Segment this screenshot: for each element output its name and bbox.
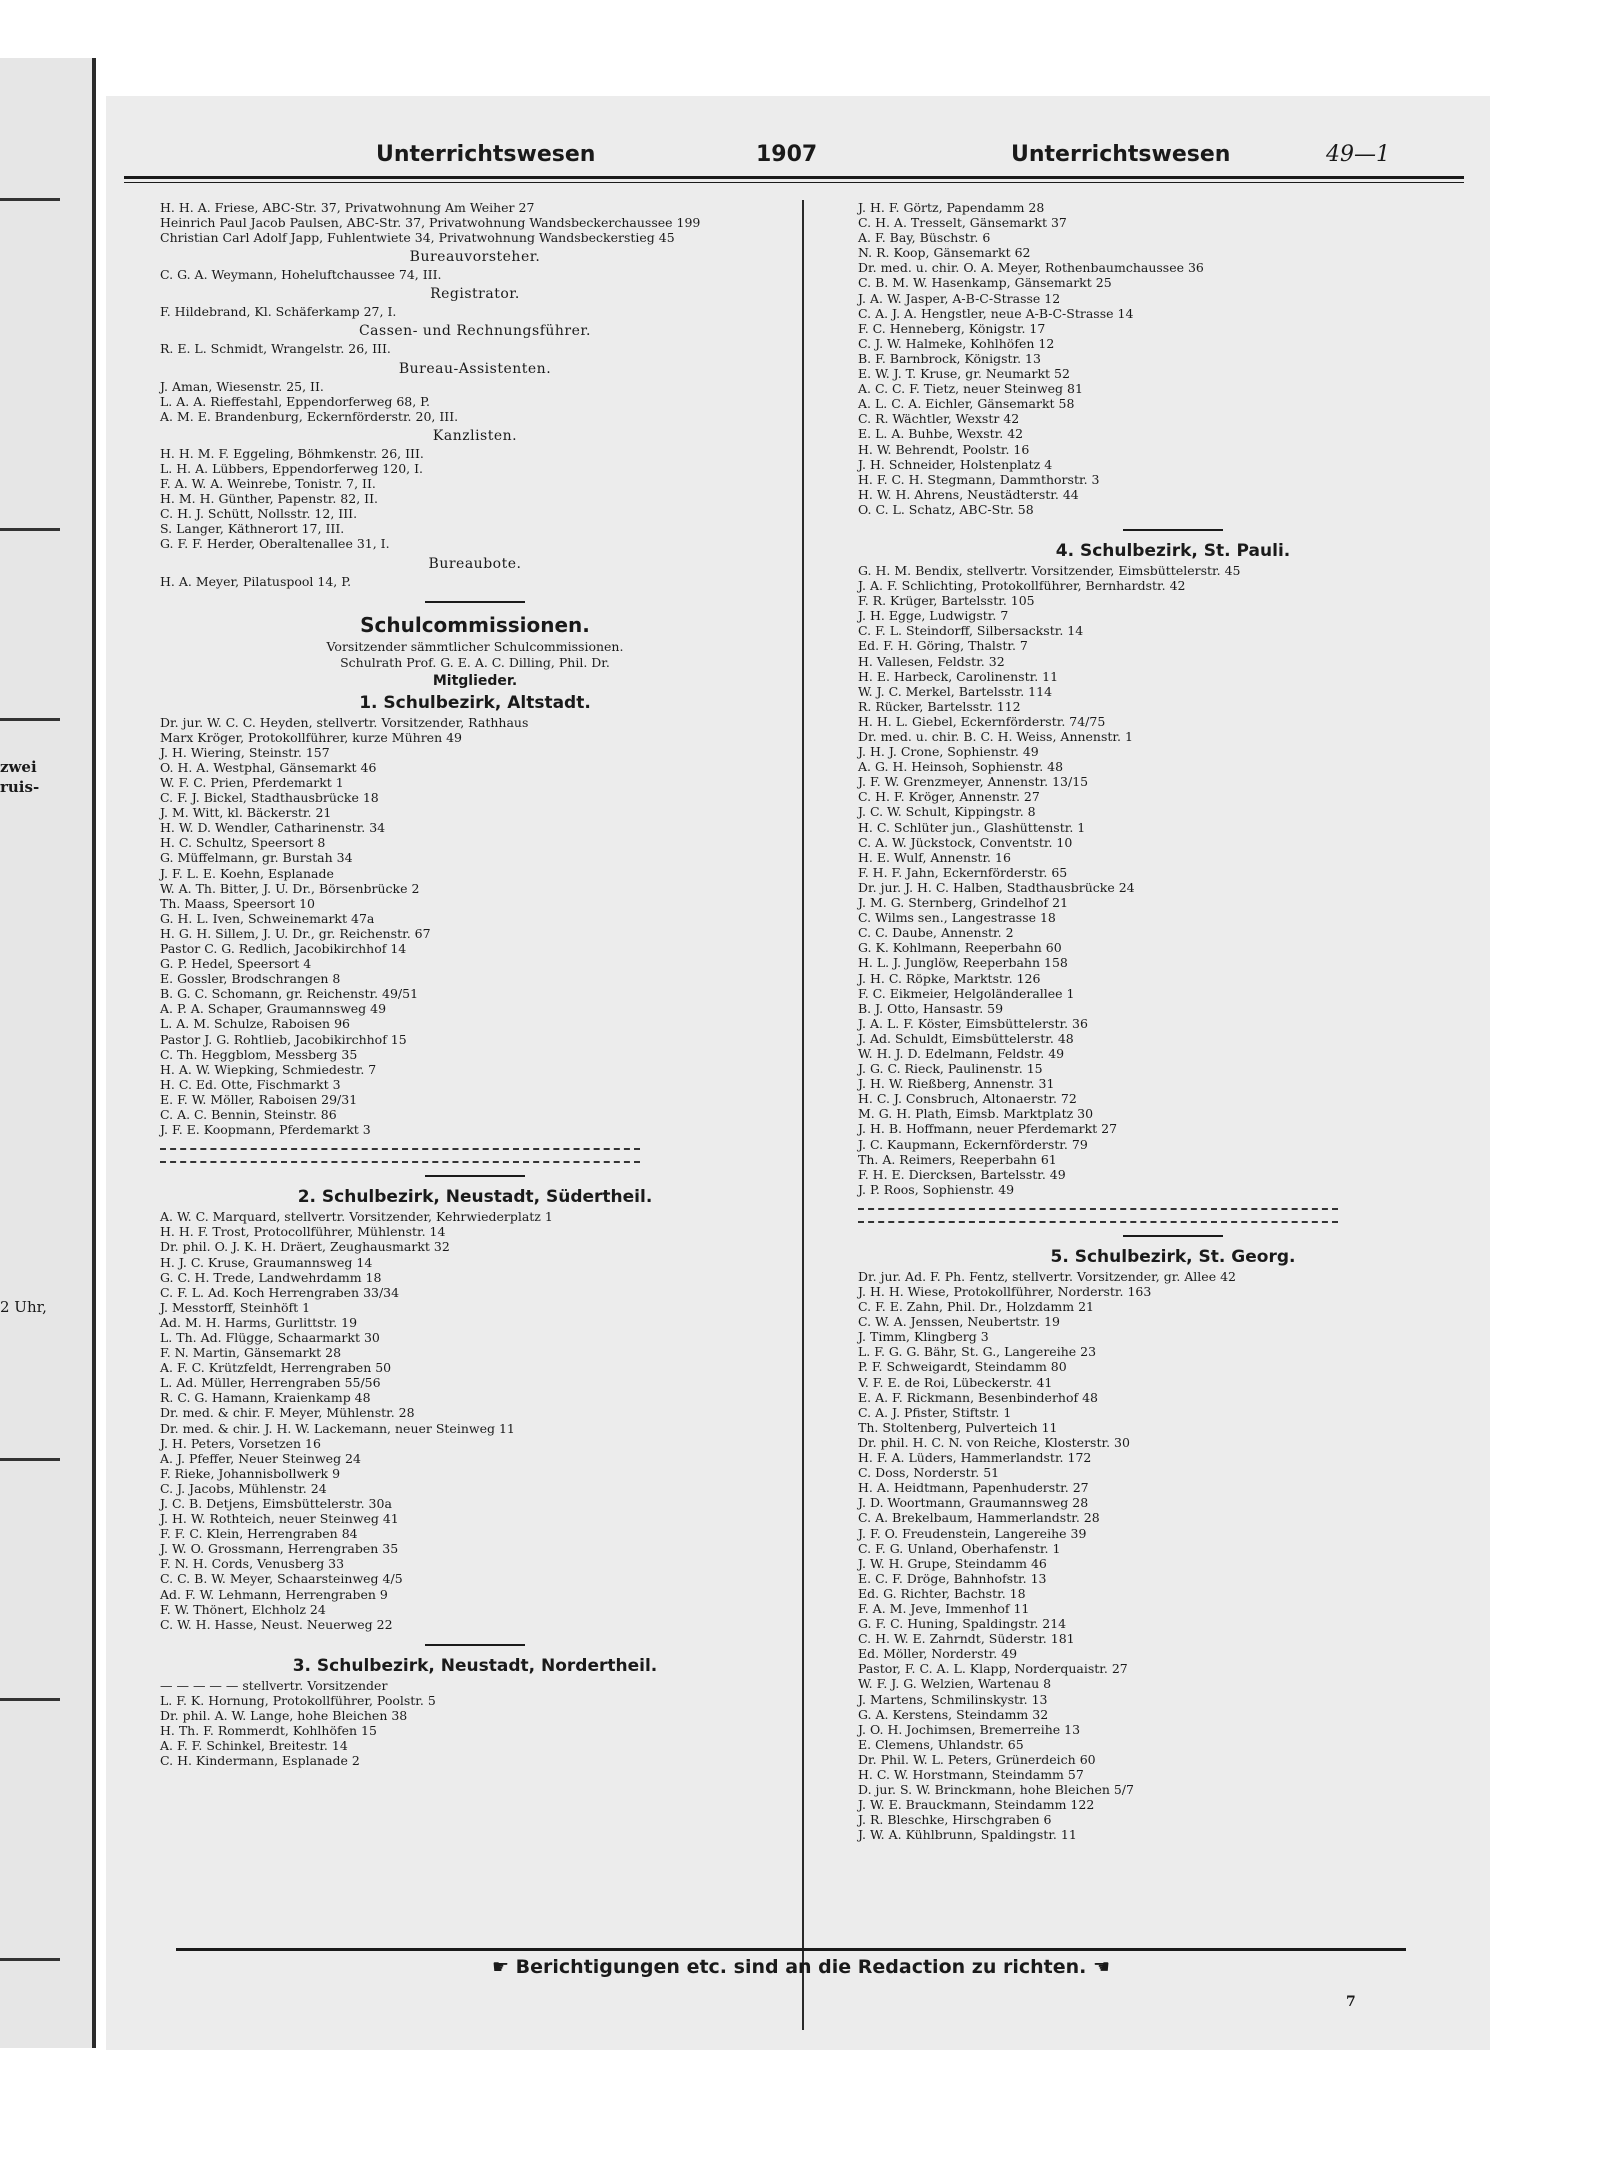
list-item: G. F. F. Herder, Oberaltenallee 31, I. — [160, 536, 390, 552]
header-year: 1907 — [756, 142, 818, 167]
district-heading: 4. Schulbezirk, St. Pauli. — [1055, 540, 1291, 561]
list-item: Dr. Phil. W. L. Peters, Grünerdeich 60 — [858, 1751, 1096, 1767]
list-item: C. Wilms sen., Langestrasse 18 — [858, 910, 1056, 926]
list-item: J. A. W. Jasper, A-B-C-Strasse 12 — [858, 290, 1061, 306]
list-item: H. M. H. Günther, Papenstr. 82, II. — [160, 491, 378, 507]
district-4-list — [858, 563, 1488, 1197]
district-5-list — [858, 1269, 1488, 1843]
section-heading: Kanzlisten. — [432, 427, 518, 444]
list-item: Dr. phil. A. W. Lange, hohe Bleichen 38 — [160, 1708, 408, 1724]
list-item: F. C. Eikmeier, Helgoländerallee 1 — [858, 985, 1075, 1001]
list-item: H. C. Schultz, Speersort 8 — [160, 835, 326, 851]
list-item: J. F. L. E. Koehn, Esplanade — [160, 865, 334, 881]
list-item: C. G. A. Weymann, Hoheluftchaussee 74, III. — [160, 267, 442, 283]
list-item: Dr. phil. O. J. K. H. Dräert, Zeughausmarkt 32 — [160, 1239, 450, 1255]
list-item: H. F. A. Lüders, Hammerlandstr. 172 — [858, 1450, 1092, 1466]
list-item: G. H. L. Iven, Schweinemarkt 47a — [160, 910, 375, 926]
list-item: E. F. W. Möller, Raboisen 29/31 — [160, 1091, 358, 1107]
list-item: B. F. Barnbrock, Königstr. 13 — [858, 350, 1041, 366]
strip-text: zwei — [0, 758, 37, 776]
list-item: Ed. G. Richter, Bachstr. 18 — [858, 1585, 1026, 1601]
list-item: Heinrich Paul Jacob Paulsen, ABC-Str. 37, Privatwohnung Wandsbeckerchaussee 199 — [160, 215, 701, 231]
list-item: Ed. F. H. Göring, Thalstr. 7 — [858, 638, 1028, 654]
mitglieder-heading: Mitglieder. — [432, 672, 518, 689]
list-item: J. H. Peters, Vorsetzen 16 — [160, 1435, 321, 1451]
dash-line — [858, 1200, 1338, 1210]
list-item: J. M. G. Sternberg, Grindelhof 21 — [858, 895, 1069, 911]
list-item: C. C. Daube, Annenstr. 2 — [858, 925, 1014, 941]
list-item: A. F. C. Krützfeldt, Herrengraben 50 — [160, 1360, 392, 1376]
list-item: J. W. E. Brauckmann, Steindamm 122 — [858, 1797, 1095, 1813]
list-item: G. K. Kohlmann, Reeperbahn 60 — [858, 940, 1062, 956]
list-item: Dr. phil. H. C. N. von Reiche, Klosterstr. 30 — [858, 1434, 1130, 1450]
list-item: J. Aman, Wiesenstr. 25, II. — [160, 378, 324, 394]
list-item: F. H. E. Diercksen, Bartelsstr. 49 — [858, 1166, 1066, 1182]
kanzlisten-list — [160, 446, 790, 552]
strip-text: ruis- — [0, 778, 40, 796]
list-item: W. H. J. D. Edelmann, Feldstr. 49 — [858, 1045, 1065, 1061]
list-item: Th. Maass, Speersort 10 — [160, 895, 315, 911]
list-item: C. F. G. Unland, Oberhafenstr. 1 — [858, 1540, 1061, 1556]
cassenfuehrer-list — [160, 341, 790, 356]
list-item: J. H. Egge, Ludwigstr. 7 — [858, 608, 1009, 624]
list-item: Dr. jur. Ad. F. Ph. Fentz, stellvertr. Vorsitzender, gr. Allee 42 — [858, 1268, 1236, 1284]
list-item: Th. A. Reimers, Reeperbahn 61 — [858, 1151, 1057, 1167]
list-item: G. A. Kerstens, Steindamm 32 — [858, 1706, 1049, 1722]
list-item: H. A. Heidtmann, Papenhuderstr. 27 — [858, 1480, 1089, 1496]
list-item: J. F. W. Grenzmeyer, Annenstr. 13/15 — [858, 774, 1089, 790]
list-item: P. F. Schweigardt, Steindamm 80 — [858, 1359, 1067, 1375]
strip-text: 2 Uhr, — [0, 1298, 47, 1316]
list-item: F. A. W. A. Weinrebe, Tonistr. 7, II. — [160, 476, 376, 492]
district-3-continued-list — [858, 200, 1488, 517]
list-item: G. F. C. Huning, Spaldingstr. 214 — [858, 1616, 1067, 1632]
list-item: H. Vallesen, Feldstr. 32 — [858, 653, 1005, 669]
strip-rule — [0, 1958, 60, 1961]
list-item: H. A. W. Wiepking, Schmiedestr. 7 — [160, 1061, 377, 1077]
list-item: J. H. W. Rießberg, Annenstr. 31 — [858, 1076, 1055, 1092]
list-item: E. Clemens, Uhlandstr. 65 — [858, 1736, 1024, 1752]
dash-line — [160, 1153, 640, 1163]
list-item: J. W. O. Grossmann, Herrengraben 35 — [160, 1541, 399, 1557]
strip-rule — [0, 1458, 60, 1461]
list-item: G. H. M. Bendix, stellvertr. Vorsitzender, Eimsbüttelerstr. 45 — [858, 562, 1241, 578]
district-heading: 1. Schulbezirk, Altstadt. — [359, 692, 591, 713]
list-item: — — — — — stellvertr. Vorsitzender — [160, 1677, 388, 1693]
list-item: H. A. Meyer, Pilatuspool 14, P. — [160, 573, 352, 589]
list-item: J. H. W. Rothteich, neuer Steinweg 41 — [160, 1511, 399, 1527]
list-item: L. Ad. Müller, Herrengraben 55/56 — [160, 1375, 381, 1391]
list-item: O. H. A. Westphal, Gänsemarkt 46 — [160, 759, 377, 775]
list-item: E. A. F. Rickmann, Besenbinderhof 48 — [858, 1389, 1099, 1405]
list-item: F. N. H. Cords, Venusberg 33 — [160, 1556, 345, 1572]
list-item: G. C. H. Trede, Landwehrdamm 18 — [160, 1269, 382, 1285]
list-item: J. H. B. Hoffmann, neuer Pferdemarkt 27 — [858, 1121, 1118, 1137]
list-item: A. F. Bay, Büschstr. 6 — [858, 230, 991, 246]
list-item: C. A. W. Jückstock, Conventstr. 10 — [858, 834, 1073, 850]
list-item: A. G. H. Heinsoh, Sophienstr. 48 — [858, 759, 1064, 775]
list-item: J. O. H. Jochimsen, Bremerreihe 13 — [858, 1721, 1081, 1737]
list-item: C. A. J. A. Hengstler, neue A-B-C-Strasse 14 — [858, 305, 1134, 321]
list-item: E. W. J. T. Kruse, gr. Neumarkt 52 — [858, 366, 1070, 382]
list-item: C. J. Jacobs, Mühlenstr. 24 — [160, 1480, 327, 1496]
list-item: C. H. Kindermann, Esplanade 2 — [160, 1753, 360, 1769]
document-page — [106, 96, 1490, 2050]
list-item: Dr. med. & chir. J. H. W. Lackemann, neuer Steinweg 11 — [160, 1420, 515, 1436]
schulcommissionen-chair: Schulrath Prof. G. E. A. C. Dilling, Phil. Dr. — [340, 654, 610, 670]
header-rule-thin — [124, 182, 1464, 183]
district-3-list — [160, 1678, 790, 1769]
list-item: A. W. C. Marquard, stellvertr. Vorsitzender, Kehrwiederplatz 1 — [160, 1209, 553, 1225]
staff-list-top — [160, 200, 790, 245]
list-item: J. H. Schneider, Holstenplatz 4 — [858, 456, 1053, 472]
list-item: J. F. E. Koopmann, Pferdemarkt 3 — [160, 1122, 371, 1138]
district-heading: 5. Schulbezirk, St. Georg. — [1050, 1246, 1296, 1267]
list-item: C. F. L. Ad. Koch Herrengraben 33/34 — [160, 1284, 400, 1300]
header-page-number: 49—1 — [1326, 142, 1390, 167]
list-item: C. B. M. W. Hasenkamp, Gänsemarkt 25 — [858, 275, 1112, 291]
list-item: J. A. L. F. Köster, Eimsbüttelerstr. 36 — [858, 1015, 1088, 1031]
list-item: C. A. C. Bennin, Steinstr. 86 — [160, 1107, 337, 1123]
list-item: C. H. F. Kröger, Annenstr. 27 — [858, 789, 1040, 805]
list-item: C. W. H. Hasse, Neust. Neuerweg 22 — [160, 1616, 393, 1632]
list-item: A. J. Pfeffer, Neuer Steinweg 24 — [160, 1450, 361, 1466]
list-item: M. G. H. Plath, Eimsb. Marktplatz 30 — [858, 1106, 1094, 1122]
header-left-title: Unterrichtswesen — [376, 142, 596, 167]
list-item: Pastor J. G. Rohtlieb, Jacobikirchhof 15 — [160, 1031, 407, 1047]
list-item: F. F. C. Klein, Herrengraben 84 — [160, 1526, 358, 1542]
list-item: W. J. C. Merkel, Bartelsstr. 114 — [858, 683, 1053, 699]
right-column — [858, 200, 1488, 1842]
dash-line — [160, 1140, 640, 1150]
list-item: J. W. H. Grupe, Steindamm 46 — [858, 1555, 1047, 1571]
list-item: J. C. B. Detjens, Eimsbüttelerstr. 30a — [160, 1496, 392, 1511]
district-1-list — [160, 715, 790, 1138]
list-item: F. R. Krüger, Bartelsstr. 105 — [858, 593, 1035, 609]
list-item: F. A. M. Jeve, Immenhof 11 — [858, 1600, 1030, 1616]
list-item: Dr. med. & chir. F. Meyer, Mühlenstr. 28 — [160, 1405, 415, 1421]
list-item: J. Messtorff, Steinhöft 1 — [160, 1299, 311, 1315]
list-item: L. F. G. G. Bähr, St. G., Langereihe 23 — [858, 1344, 1097, 1360]
list-item: J. P. Roos, Sophienstr. 49 — [858, 1181, 1015, 1197]
list-item: H. H. A. Friese, ABC-Str. 37, Privatwohnung Am Weiher 27 — [160, 200, 535, 215]
list-item: C. A. Brekelbaum, Hammerlandstr. 28 — [858, 1510, 1100, 1526]
list-item: E. L. A. Buhbe, Wexstr. 42 — [858, 426, 1024, 442]
list-item: H. Th. F. Rommerdt, Kohlhöfen 15 — [160, 1723, 377, 1739]
list-item: H. G. H. Sillem, J. U. Dr., gr. Reichenstr. 67 — [160, 925, 431, 941]
strip-rule — [0, 718, 60, 721]
bureauvorsteher-list — [160, 267, 790, 282]
list-item: L. Th. Ad. Flügge, Schaarmarkt 30 — [160, 1329, 380, 1345]
registrator-list — [160, 304, 790, 319]
list-item: Marx Kröger, Protokollführer, kurze Mühren 49 — [160, 729, 463, 745]
list-item: H. H. F. Trost, Protocollführer, Mühlenstr. 14 — [160, 1224, 446, 1240]
district-2-list — [160, 1209, 790, 1632]
strip-rule — [0, 528, 60, 531]
list-item: H. C. J. Consbruch, Altonaerstr. 72 — [858, 1091, 1077, 1107]
list-item: H. W. Behrendt, Poolstr. 16 — [858, 441, 1030, 457]
section-heading: Cassen- und Rechnungsführer. — [358, 323, 592, 340]
footer-rule — [176, 1948, 1406, 1951]
district-heading: 3. Schulbezirk, Neustadt, Nordertheil. — [292, 1655, 658, 1676]
section-heading: Registrator. — [430, 286, 520, 303]
list-item: V. F. E. de Roi, Lübeckerstr. 41 — [858, 1374, 1053, 1390]
header-right-title: Unterrichtswesen — [1011, 142, 1231, 167]
section-heading: Bureau-Assistenten. — [398, 360, 552, 377]
list-item: F. Rieke, Johannisbollwerk 9 — [160, 1465, 341, 1481]
list-item: Christian Carl Adolf Japp, Fuhlentwiete 34, Privatwohnung Wandsbeckerstieg 45 — [160, 230, 675, 246]
list-item: H. H. M. F. Eggeling, Böhmkenstr. 26, III. — [160, 445, 424, 461]
list-item: H. E. Wulf, Annenstr. 16 — [858, 849, 1011, 865]
footer-notice: ☛ Berichtigungen etc. sind an die Redaction zu richten. ☚ — [492, 1956, 1110, 1978]
list-item: J. H. C. Röpke, Marktstr. 126 — [858, 970, 1041, 986]
list-item: C. J. W. Halmeke, Kohlhöfen 12 — [858, 335, 1055, 351]
list-item: A. L. C. A. Eichler, Gänsemarkt 58 — [858, 396, 1075, 412]
list-item: G. P. Hedel, Speersort 4 — [160, 956, 312, 972]
list-item: J. H. H. Wiese, Protokollführer, Norderstr. 163 — [858, 1284, 1152, 1299]
list-item: C. H. J. Schütt, Nollsstr. 12, III. — [160, 506, 358, 522]
list-item: G. Müffelmann, gr. Burstah 34 — [160, 850, 353, 866]
list-item: L. A. M. Schulze, Raboisen 96 — [160, 1016, 350, 1032]
list-item: J. H. F. Görtz, Papendamm 28 — [858, 200, 1045, 215]
list-item: H. F. C. H. Stegmann, Dammthorstr. 3 — [858, 471, 1100, 487]
list-item: O. C. L. Schatz, ABC-Str. 58 — [858, 501, 1034, 517]
list-item: J. A. F. Schlichting, Protokollführer, Bernhardstr. 42 — [858, 578, 1186, 594]
strip-rule — [0, 198, 60, 201]
list-item: H. C. Ed. Otte, Fischmarkt 3 — [160, 1076, 341, 1092]
list-item: H. C. Schlüter jun., Glashüttenstr. 1 — [858, 819, 1086, 835]
list-item: A. F. F. Schinkel, Breitestr. 14 — [160, 1738, 348, 1754]
list-item: R. E. L. Schmidt, Wrangelstr. 26, III. — [160, 341, 391, 357]
list-item: W. F. C. Prien, Pferdemarkt 1 — [160, 774, 344, 790]
schulcommissionen-title: Schulcommissionen. — [360, 612, 590, 637]
district-heading: 2. Schulbezirk, Neustadt, Südertheil. — [297, 1187, 653, 1208]
list-item: S. Langer, Käthnerort 17, III. — [160, 521, 345, 537]
section-separator — [425, 1175, 525, 1177]
section-separator — [425, 1644, 525, 1646]
list-item: Dr. med. u. chir. B. C. H. Weiss, Annenstr. 1 — [858, 729, 1133, 744]
strip-rule — [0, 1698, 60, 1701]
list-item: L. F. K. Hornung, Protokollführer, Poolstr. 5 — [160, 1692, 436, 1708]
list-item: J. G. C. Rieck, Paulinenstr. 15 — [858, 1061, 1043, 1077]
list-item: H. W. D. Wendler, Catharinenstr. 34 — [160, 820, 386, 836]
list-item: B. J. Otto, Hansastr. 59 — [858, 1000, 1004, 1016]
list-item: J. W. A. Kühlbrunn, Spaldingstr. 11 — [858, 1827, 1077, 1843]
list-item: F. H. F. Jahn, Eckernförderstr. 65 — [858, 864, 1068, 880]
list-item: C. A. J. Pfister, Stiftstr. 1 — [858, 1404, 1012, 1420]
list-item: W. F. J. G. Welzien, Wartenau 8 — [858, 1676, 1052, 1692]
page-mark: 7 — [1346, 1994, 1356, 2010]
header-rule — [124, 176, 1464, 179]
bureaubote-list — [160, 574, 790, 589]
column-divider — [802, 200, 804, 2030]
section-separator — [1123, 529, 1223, 531]
list-item: Ad. M. H. Harms, Gurlittstr. 19 — [160, 1314, 358, 1330]
list-item: Dr. jur. J. H. C. Halben, Stadthausbrücke 24 — [858, 879, 1135, 895]
list-item: H. J. C. Kruse, Graumannsweg 14 — [160, 1254, 373, 1270]
list-item: F. W. Thönert, Elchholz 24 — [160, 1601, 326, 1617]
list-item: A. C. C. F. Tietz, neuer Steinweg 81 — [858, 381, 1083, 397]
section-separator — [425, 601, 525, 603]
list-item: C. W. A. Jenssen, Neubertstr. 19 — [858, 1314, 1061, 1330]
list-item: Ed. Möller, Norderstr. 49 — [858, 1646, 1018, 1662]
list-item: J. F. O. Freudenstein, Langereihe 39 — [858, 1525, 1087, 1541]
list-item: L. A. A. Rieffestahl, Eppendorferweg 68, P. — [160, 393, 431, 409]
list-item: C. F. E. Zahn, Phil. Dr., Holzdamm 21 — [858, 1299, 1094, 1315]
list-item: C. H. A. Tresselt, Gänsemarkt 37 — [858, 215, 1067, 231]
list-item: C. F. J. Bickel, Stadthausbrücke 18 — [160, 790, 379, 806]
previous-page-strip — [0, 58, 96, 2048]
schulcommissionen-subtitle: Vorsitzender sämmtlicher Schulcommissionen. — [326, 638, 624, 654]
list-item: J. R. Bleschke, Hirschgraben 6 — [858, 1812, 1052, 1828]
list-item: C. C. B. W. Meyer, Schaarsteinweg 4/5 — [160, 1571, 403, 1587]
list-item: H. H. L. Giebel, Eckernförderstr. 74/75 — [858, 713, 1106, 729]
list-item: H. E. Harbeck, Carolinenstr. 11 — [858, 668, 1059, 684]
list-item: J. Ad. Schuldt, Eimsbüttelerstr. 48 — [858, 1030, 1074, 1046]
list-item: C. Doss, Norderstr. 51 — [858, 1465, 1000, 1481]
list-item: J. M. Witt, kl. Bäckerstr. 21 — [160, 805, 332, 821]
list-item: J. C. W. Schult, Kippingstr. 8 — [858, 804, 1036, 820]
section-heading: Bureaubote. — [428, 555, 522, 572]
list-item: C. F. L. Steindorff, Silbersackstr. 14 — [858, 623, 1084, 639]
list-item: Ad. F. W. Lehmann, Herrengraben 9 — [160, 1586, 388, 1602]
dash-line — [858, 1213, 1338, 1223]
list-item: F. N. Martin, Gänsemarkt 28 — [160, 1345, 342, 1361]
list-item: J. Martens, Schmilinskystr. 13 — [858, 1691, 1048, 1707]
list-item: H. L. J. Junglöw, Reeperbahn 158 — [858, 955, 1068, 971]
list-item: A. M. E. Brandenburg, Eckernförderstr. 20, III. — [160, 408, 459, 424]
list-item: Dr. med. u. chir. O. A. Meyer, Rothenbaumchaussee 36 — [858, 260, 1204, 276]
section-heading: Bureauvorsteher. — [409, 249, 541, 266]
list-item: F. C. Henneberg, Königstr. 17 — [858, 320, 1046, 336]
list-item: Th. Stoltenberg, Pulverteich 11 — [858, 1419, 1058, 1435]
list-item: F. Hildebrand, Kl. Schäferkamp 27, I. — [160, 304, 397, 320]
list-item: Dr. jur. W. C. C. Heyden, stellvertr. Vorsitzender, Rathhaus — [160, 714, 529, 730]
list-item: J. H. J. Crone, Sophienstr. 49 — [858, 744, 1039, 760]
list-item: J. D. Woortmann, Graumannsweg 28 — [858, 1495, 1089, 1511]
list-item: E. Gossler, Brodschrangen 8 — [160, 971, 341, 987]
list-item: H. W. H. Ahrens, Neustädterstr. 44 — [858, 486, 1079, 502]
list-item: J. Timm, Klingberg 3 — [858, 1329, 989, 1345]
list-item: E. C. F. Dröge, Bahnhofstr. 13 — [858, 1570, 1047, 1586]
list-item: W. A. Th. Bitter, J. U. Dr., Börsenbrücke 2 — [160, 880, 420, 896]
list-item: C. Th. Heggblom, Messberg 35 — [160, 1046, 358, 1062]
list-item: C. R. Wächtler, Wexstr 42 — [858, 411, 1020, 427]
list-item: R. C. G. Hamann, Kraienkamp 48 — [160, 1390, 371, 1406]
section-separator — [1123, 1235, 1223, 1237]
list-item: C. H. W. E. Zahrndt, Süderstr. 181 — [858, 1631, 1075, 1647]
list-item: H. C. W. Horstmann, Steindamm 57 — [858, 1767, 1084, 1782]
list-item: A. P. A. Schaper, Graumannsweg 49 — [160, 1001, 387, 1017]
list-item: D. jur. S. W. Brinckmann, hohe Bleichen 5/7 — [858, 1782, 1134, 1798]
list-item: B. G. C. Schomann, gr. Reichenstr. 49/51 — [160, 986, 419, 1002]
left-column — [160, 200, 790, 1768]
assistenten-list — [160, 379, 790, 424]
list-item: Pastor, F. C. A. L. Klapp, Norderquaistr. 27 — [858, 1661, 1128, 1677]
list-item: N. R. Koop, Gänsemarkt 62 — [858, 245, 1031, 261]
list-item: J. C. Kaupmann, Eckernförderstr. 79 — [858, 1136, 1088, 1152]
list-item: Pastor C. G. Redlich, Jacobikirchhof 14 — [160, 941, 407, 956]
list-item: L. H. A. Lübbers, Eppendorferweg 120, I. — [160, 460, 424, 476]
list-item: J. H. Wiering, Steinstr. 157 — [160, 744, 330, 760]
list-item: R. Rücker, Bartelsstr. 112 — [858, 698, 1021, 714]
page-header — [106, 142, 1490, 176]
